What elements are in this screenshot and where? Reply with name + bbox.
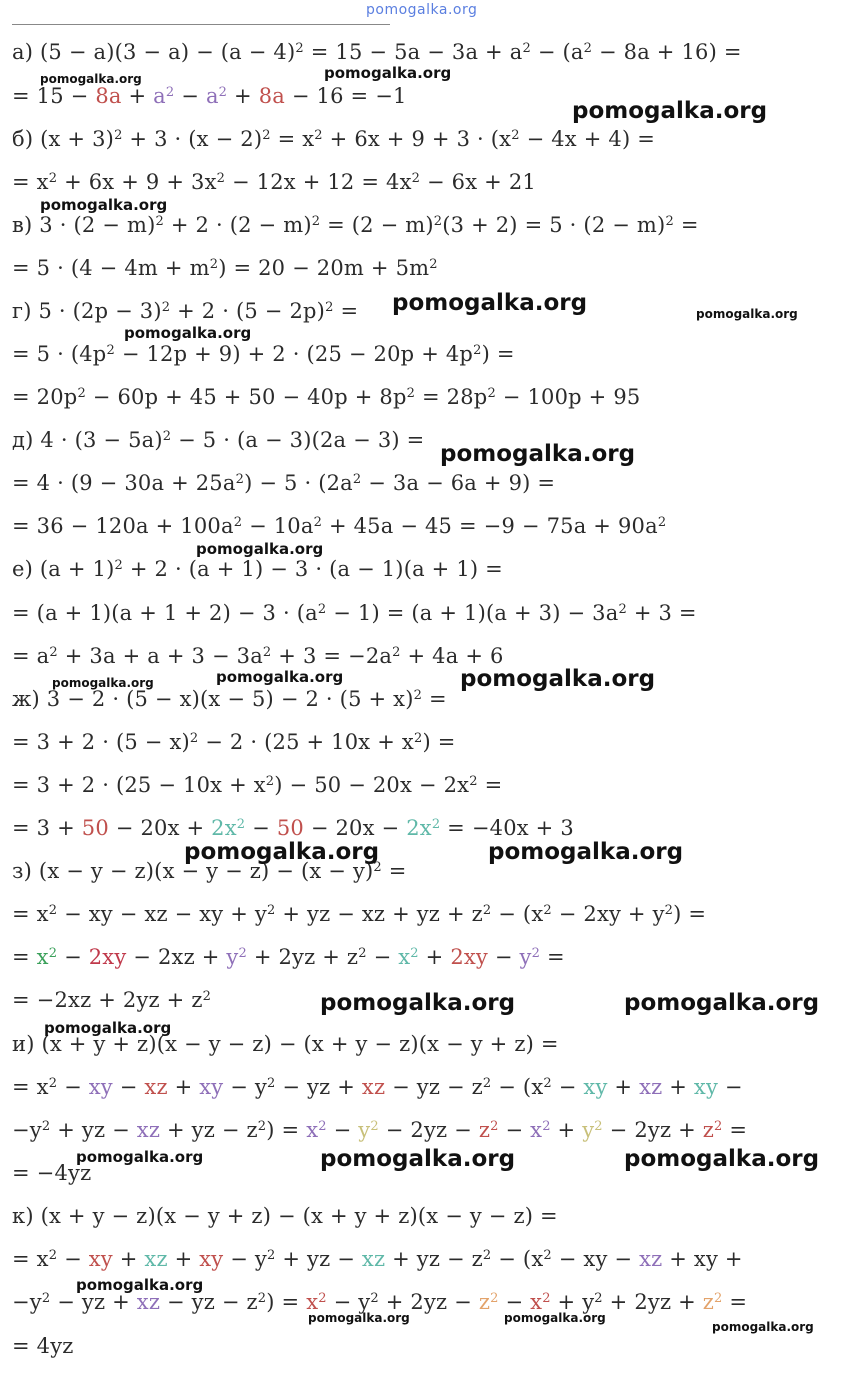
line-d-2: = $4 \cdot (9 - 30a + 25a^2) - 5 \cdot (2a^2 - 3a - 6a + 9)$ = <box>12 471 556 495</box>
watermark: pomogalka.org <box>76 1276 204 1294</box>
watermark: pomogalka.org <box>308 1311 410 1325</box>
watermark: pomogalka.org <box>320 1146 516 1172</box>
watermark: pomogalka.org <box>392 290 588 316</box>
line-zh-1: ж) $3 - 2 \cdot (5 - x)(x - 5) - 2 \cdot (5 + x)^2$ = <box>12 687 447 711</box>
line-e-1: е) $(a + 1)^2 + 2 \cdot (a + 1) - 3 \cdot (a - 1)(a + 1)$ = <box>12 557 503 581</box>
watermark: pomogalka.org <box>696 307 798 321</box>
line-k-4: = 4yz <box>12 1334 74 1358</box>
watermark: pomogalka.org <box>196 540 324 558</box>
watermark: pomogalka.org <box>216 668 344 686</box>
watermark: pomogalka.org <box>624 1146 820 1172</box>
line-e-2: = $(a + 1)(a + 1 + 2) - 3 \cdot (a^2 - 1) = (a + 1)(a + 3) - 3a^2 + 3$ = <box>12 601 697 625</box>
line-i-3: $-y^2$ + yz − xz + yz − $z^2) = x^2 - y^2 - 2yz - z^2 - x^2 + y^2 - 2yz + z^2$ = <box>12 1118 748 1142</box>
watermark: pomogalka.org <box>76 1148 204 1166</box>
line-i-4: = −4yz <box>12 1161 92 1185</box>
line-k-1: к) (x + y − z)(x − y + z) − (x + y + z)(x − y − z) = <box>12 1204 558 1228</box>
watermark: pomogalka.org <box>320 990 516 1016</box>
watermark: pomogalka.org <box>40 72 142 86</box>
site-logo[interactable]: pomogalka.org <box>366 2 478 18</box>
watermark: pomogalka.org <box>488 839 684 865</box>
line-v-2: = $5 \cdot (4 - 4m + m^2) = 20 - 20m + 5m^2$ <box>12 256 438 280</box>
line-b-2: = $x^2 + 6x + 9 + 3x^2 - 12x + 12 = 4x^2 - 6x + 21$ <box>12 170 536 194</box>
line-z-1: з) $(x - y - z)(x - y - z) - (x - y)^2$ = <box>12 859 407 883</box>
line-z-4: = $-2xz + 2yz + z^2$ <box>12 988 212 1012</box>
line-d-3: = $36 - 120a + 100a^2 - 10a^2 + 45a - 45 = -9 - 75a + 90a^2$ <box>12 514 667 538</box>
line-i-1: и) (x + y + z)(x − y − z) − (x + y − z)(x − y + z) = <box>12 1032 559 1056</box>
line-e-3: = $a^2 + 3a + a + 3 - 3a^2 + 3 = -2a^2 + 4a + 6$ <box>12 644 504 668</box>
watermark: pomogalka.org <box>572 98 768 124</box>
line-a-2: = $15 - 8a + a^2 - a^2 + 8a - 16 = -1$ <box>12 84 407 108</box>
watermark: pomogalka.org <box>712 1320 814 1334</box>
line-i-2: = $x^2$ − xy − xz + xy − $y^2$ − yz + xz − yz − $z^2 - (x^2$ − xy + xz + xy − <box>12 1075 743 1099</box>
line-zh-2: = $3 + 2 \cdot (5 - x)^2 - 2 \cdot (25 + 10x + x^2)$ = <box>12 730 456 754</box>
watermark: pomogalka.org <box>624 990 820 1016</box>
top-divider <box>12 24 390 25</box>
line-k-2: = $x^2$ − xy + xz + xy − $y^2$ + yz − xz + yz − $z^2 - (x^2$ − xy − xz + xy + <box>12 1247 743 1271</box>
line-z-3: = $x^2 - 2xy - 2xz + y^2 + 2yz + z^2 - x^2 + 2xy - y^2$ = <box>12 945 565 969</box>
watermark: pomogalka.org <box>460 666 656 692</box>
watermark: pomogalka.org <box>504 1311 606 1325</box>
line-b-1: б) $(x + 3)^2 + 3 \cdot (x - 2)^2 = x^2 + 6x + 9 + 3 \cdot (x^2 - 4x + 4)$ = <box>12 127 656 151</box>
line-g-3: = $20p^2 - 60p + 45 + 50 - 40p + 8p^2 = 28p^2 - 100p + 95$ <box>12 385 641 409</box>
watermark: pomogalka.org <box>52 676 154 690</box>
line-v-1: в) $3 \cdot (2 - m)^2 + 2 \cdot (2 - m)^2 = (2 - m)^2(3 + 2) = 5 \cdot (2 - m)^2$ = <box>12 213 699 237</box>
line-z-2: = $x^2$ − xy − xz − xy + $y^2$ + yz − xz + yz + $z^2 - (x^2 - 2xy + y^2)$ = <box>12 902 707 926</box>
watermark: pomogalka.org <box>44 1019 172 1037</box>
watermark: pomogalka.org <box>40 196 168 214</box>
line-g-1: г) $5 \cdot (2p - 3)^2 + 2 \cdot (5 - 2p)^2$ = <box>12 299 359 323</box>
watermark: pomogalka.org <box>324 64 452 82</box>
watermark: pomogalka.org <box>184 839 380 865</box>
line-a-1: а) $(5 - a)(3 - a) - (a - 4)^2 = 15 - 5a - 3a + a^2 - (a^2 - 8a + 16)$ = <box>12 40 742 64</box>
line-zh-4: = $3 + 50 - 20x + 2x^2 - 50 - 20x - 2x^2 = -40x + 3$ <box>12 816 574 840</box>
line-zh-3: = $3 + 2 \cdot (25 - 10x + x^2) - 50 - 20x - 2x^2$ = <box>12 773 503 797</box>
watermark: pomogalka.org <box>124 324 252 342</box>
line-g-2: = $5 \cdot (4p^2 - 12p + 9) + 2 \cdot (25 - 20p + 4p^2)$ = <box>12 342 515 366</box>
line-d-1: д) $4 \cdot (3 - 5a)^2 - 5 \cdot (a - 3)(2a - 3)$ = <box>12 428 425 452</box>
line-k-3: $-y^2$ − yz + xz − yz − $z^2) = x^2 - y^2 + 2yz - z^2 - x^2 + y^2 + 2yz + z^2$ = <box>12 1290 748 1314</box>
watermark: pomogalka.org <box>440 441 636 467</box>
